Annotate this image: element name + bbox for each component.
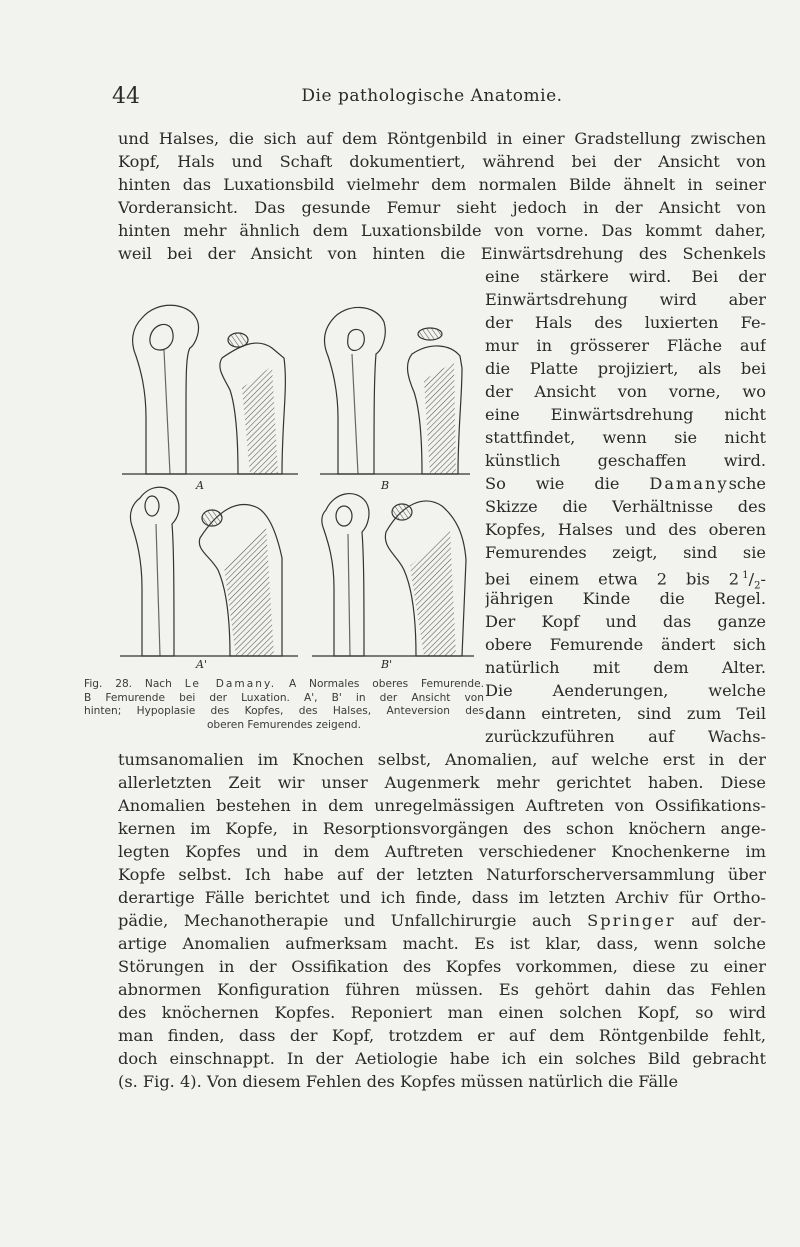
side-text-line: die Platte projiziert, als bei [485, 359, 766, 378]
side-text-line: Kopfes, Halses und des oberen [485, 520, 766, 539]
text-fragment: bei einem etwa 2 bis 2 [485, 569, 740, 589]
side-text-line: stattfindet, wenn sie nicht [485, 428, 766, 447]
page-header [112, 84, 752, 112]
figure-caption [84, 678, 484, 732]
fraction-numerator: 1 [742, 570, 749, 581]
text-line: kernen im Kopfe, in Resorptionsvorgängen des schon knöchern ange- [118, 819, 766, 838]
text-line: Kopfe selbst. Ich habe auf der letzten Naturforscherversammlung über [118, 865, 766, 884]
text-line: hinten das Luxationsbild vielmehr dem normalen Bilde ähnelt in seiner [118, 175, 766, 194]
text-fragment: - [760, 569, 766, 589]
caption-fig-number: Fig. 28. Nach [84, 678, 172, 690]
text-line: und Halses, die sich auf dem Röntgenbild in einer Gradstellung zwischen [118, 129, 766, 148]
text-line: man finden, dass der Kopf, trotzdem er auf dem Röntgenbilde fehlt, [118, 1026, 766, 1045]
caption-line-4: oberen Femurendes zeigend. [206, 718, 362, 731]
text-fragment: So wie die [485, 474, 620, 493]
side-text-line: Femurendes zeigt, sind sie [485, 543, 766, 562]
side-text-line: Der Kopf und das ganze [485, 612, 766, 631]
text-line: weil bei der Ansicht von hinten die Einwärtsdrehung des Schenkels [118, 244, 766, 263]
text-line: des knöchernen Kopfes. Reponiert man einen solchen Kopf, so wird [118, 1003, 766, 1022]
side-text-line: eine Einwärtsdrehung nicht [485, 405, 766, 424]
femur-sketch-a [122, 305, 298, 474]
text-line: artige Anomalien aufmerksam macht. Es ist klar, dass, wenn solche [118, 934, 766, 953]
side-text-line: mur in grösserer Fläche auf [485, 336, 766, 355]
side-text-line: dann eintreten, sind zum Teil [485, 704, 766, 723]
side-text-line: künstlich geschaffen wird. [485, 451, 766, 470]
figure-label-a: A [196, 479, 204, 492]
text-line: Vorderansicht. Das gesunde Femur sieht jedoch in der Ansicht von [118, 198, 766, 217]
side-text-line: Einwärtsdrehung wird aber [485, 290, 766, 309]
caption-line-1 [84, 678, 484, 692]
side-text-line-damany [485, 473, 766, 496]
figure-label-b-prime: B' [381, 658, 393, 671]
femur-sketch-a-prime [120, 487, 298, 656]
text-line: hinten mehr ähnlich dem Luxationsbilde von vorne. Das kommt daher, [118, 221, 766, 240]
text-line: Anomalien bestehen in dem unregelmässigen Auftreten von Ossifikations- [118, 796, 766, 815]
text-line: derartige Fälle berichtet und ich finde, dass im letzten Archiv für Ortho- [118, 888, 766, 907]
text-line: Kopf, Hals und Schaft dokumentiert, während bei der Ansicht von [118, 152, 766, 171]
text-line: abnormen Konfiguration führen müssen. Es gehört dahin das Fehlen [118, 980, 766, 999]
figure-28-femur-sketches [112, 298, 476, 670]
side-text-line: eine stärkere wird. Bei der [485, 267, 766, 286]
side-text-line: Skizze die Verhältnisse des [485, 497, 766, 516]
side-text-line: obere Femurende ändert sich [485, 635, 766, 654]
side-text-line: der Hals des luxierten Fe- [485, 313, 766, 332]
text-line: tumsanomalien im Knochen selbst, Anomalien, auf welche erst in der [118, 750, 766, 769]
caption-fragment: A Normales oberes Femurende. [288, 678, 484, 690]
femur-sketch-b [320, 307, 470, 474]
running-title: Die pathologische Anatomie. [301, 86, 563, 106]
figure-label-b: B [381, 479, 390, 492]
caption-line-2: B Femurende bei der Luxation. A', B' in der Ansicht von [84, 691, 484, 704]
femur-sketch-b-prime [312, 494, 474, 656]
text-fragment: pädie, Mechanotherapie und Unfallchirurgie auch [118, 911, 572, 930]
author-name-springer: Springer [587, 911, 676, 930]
caption-author: Le Damany. [184, 678, 277, 690]
side-text-line-age: bei einem etwa 2 bis 2 $^1/_2-$ [485, 569, 766, 592]
text-line: doch einschnappt. In der Aetiologie habe ich ein solches Bild gebracht [118, 1049, 766, 1068]
side-text-line: Die Aenderungen, welche [485, 681, 766, 700]
side-text-line: der Ansicht von vorne, wo [485, 382, 766, 401]
text-line: legten Kopfes und in dem Auftreten verschiedener Knochenkerne im [118, 842, 766, 861]
text-fragment: auf der- [691, 911, 766, 930]
femur-illustration [112, 298, 476, 670]
caption-line-3: hinten; Hypoplasie des Kopfes, des Halses, Anteversion des [84, 705, 484, 717]
side-text-line: zurückzuführen auf Wachs- [485, 727, 766, 746]
side-text-line: jährigen Kinde die Regel. [485, 589, 766, 608]
side-text-line: natürlich mit dem Alter. [485, 658, 766, 677]
page-number: 44 [112, 84, 140, 109]
text-line-springer [118, 910, 766, 933]
text-fragment: sche [728, 474, 766, 493]
author-name-damany: Damany [649, 474, 729, 493]
fraction-denominator: 2 [754, 580, 761, 592]
figure-label-a-prime: A' [196, 658, 207, 671]
text-line: (s. Fig. 4). Von diesem Fehlen des Kopfes müssen natürlich die Fälle [118, 1072, 679, 1091]
text-line: allerletzten Zeit wir unser Augenmerk mehr gerichtet haben. Diese [118, 773, 766, 792]
text-line: Störungen in der Ossifikation des Kopfes vorkommen, diese zu einer [118, 957, 766, 976]
